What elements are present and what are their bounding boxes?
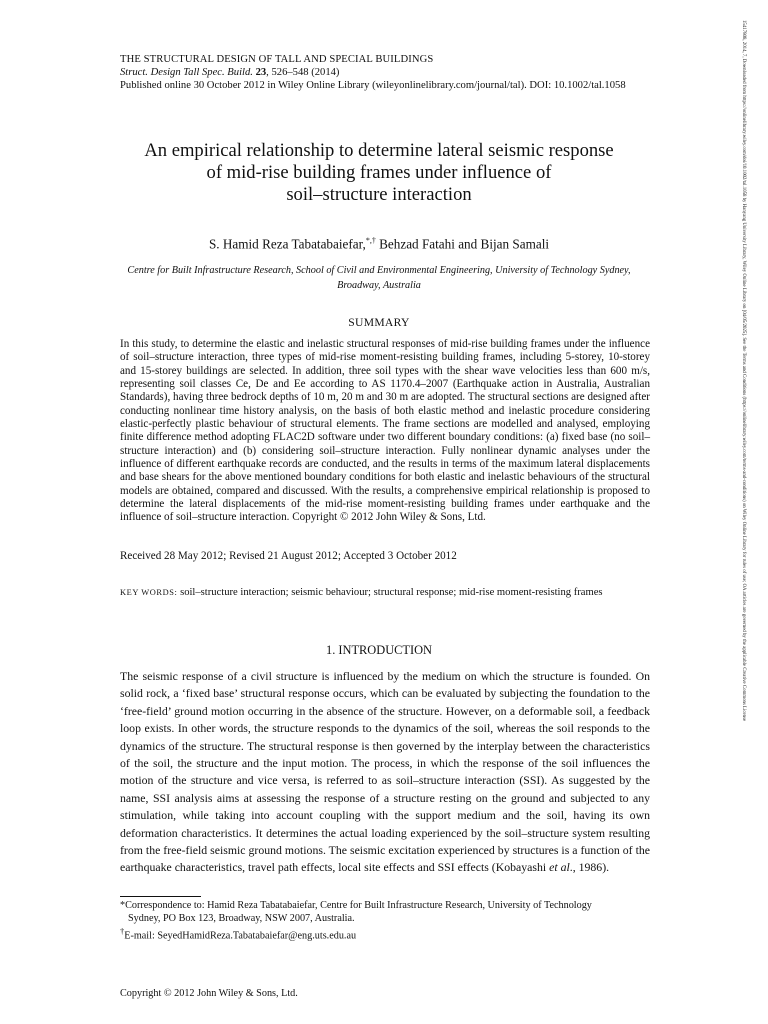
footnote-correspondence-1: *Correspondence to: Hamid Reza Tabatabaiefar, Centre for Built Infrastructure Research, University of Technology	[120, 900, 592, 911]
journal-citation	[120, 66, 680, 79]
author-others: Behzad Fatahi and Bijan Samali	[375, 236, 550, 252]
author-marks: *,†	[365, 236, 376, 245]
title-line-3: soil–structure interaction	[286, 184, 472, 205]
download-side-note-text: 15417808, 2014, 7, Downloaded from https://onlinelibrary.wiley.com/doi/10.1002/tal.1058 by Hanyang University Library, Wiley Online Library on [04/05/2025]. See the Terms and Conditions (https://onlinelibrary.wiley.com/terms-and-conditions) on Wiley Online Library for rules of use; OA articles are governed by the applicable Creative Commons License	[741, 20, 746, 722]
citation-end: ., 1986).	[569, 860, 610, 875]
journal-published: Published online 30 October 2012 in Wiley Online Library (wileyonlinelibrary.com/journal/tal). DOI: 10.1002/tal.1058	[120, 80, 626, 91]
download-side-note	[741, 20, 761, 1020]
author-first: S. Hamid Reza Tabatabaiefar,	[208, 236, 366, 252]
affiliation: Centre for Built Infrastructure Research, School of Civil and Environmental Engineering, University of Technology Sydney, Broadway, Australia	[127, 265, 631, 291]
journal-pages: , 526–548 (2014)	[266, 67, 340, 78]
copyright-footer: Copyright © 2012 John Wiley & Sons, Ltd.	[120, 988, 298, 999]
footnote-email-text: E-mail: SeyedHamidReza.Tabatabaiefar@eng.uts.edu.au	[124, 930, 357, 942]
keywords-label: KEY WORDS:	[120, 588, 178, 597]
section-heading-introduction: 1. INTRODUCTION	[326, 643, 432, 657]
footnotes	[120, 900, 650, 943]
keywords	[120, 587, 650, 598]
footnote-email	[120, 925, 650, 943]
author-list	[110, 233, 648, 252]
journal-name: THE STRUCTURAL DESIGN OF TALL AND SPECIAL BUILDINGS	[120, 54, 434, 65]
introduction-body: The seismic response of a civil structure is influenced by the medium on which the structure is founded. On solid rock, a ‘fixed base’ structural response occurs, which can be evaluated by subjecting the foundation to the ‘free-field’ ground motion occurring in the absence of the structure. However, on a deformable soil, a feedback loop exists. In other words, the structure responds to the dynamics of the soil, whereas the soil responds to the dynamics of the structure. The structural response is then governed by the interplay between the characteristics of the soil, the structure and the input motion. The process, in which the response of the soil influences the motion of the structure and vice versa, is referred to as soil–structure interaction (SSI). As suggested by the name, SSI analysis aims at assessing the response of a structure resting on the ground and subjected to any stimulation, while taking into account coupling with the support medium and the soil, having its own deformation characteristics. It determines the actual loading experienced by the soil–structure system resulting from the free-field seismic ground motions. The seismic excitation experienced by structures is a function of the earthquake characteristics, travel path effects, local site effects and SSI effects (Kobayashi	[120, 669, 650, 875]
keywords-text: soil–structure interaction; seismic behaviour; structural response; mid-rise moment-resisting frames	[177, 587, 603, 598]
title-line-2: of mid-rise building frames under influence of	[206, 162, 552, 183]
paper-title	[110, 140, 648, 206]
journal-volume: 23	[255, 67, 267, 78]
footnote-correspondence-2: Sydney, PO Box 123, Broadway, NSW 2007, Australia.	[128, 912, 355, 924]
received-dates: Received 28 May 2012; Revised 21 August 2012; Accepted 3 October 2012	[120, 550, 457, 562]
journal-header	[120, 53, 680, 92]
footnote-email-mark: †	[120, 926, 125, 937]
footnote-rule	[120, 896, 201, 897]
citation-et-al: et al	[549, 860, 570, 875]
introduction-text	[120, 668, 650, 877]
title-line-1: An empirical relationship to determine lateral seismic response	[144, 140, 614, 161]
journal-abbrev: Struct. Design Tall Spec. Build.	[120, 67, 253, 78]
summary-text: In this study, to determine the elastic and inelastic structural responses of mid-rise building frames under the influence of soil–structure interaction, three types of mid-rise moment-resisting building frames, including 5-storey, 10-storey and 15-storey buildings are selected. In addition, three soil types with the shear wave velocities less than 600 m/s, representing soil classes Ce, De and Ee according to AS 1170.4–2007 (Earthquake action in Australia, Australian Standards), having three bedrock depths of 10 m, 20 m and 30 m are adopted. The structural sections are designed after conducting nonlinear time history analysis, on the basis of both elastic method and inelastic procedure considering elastic-perfectly plastic behaviour of structural elements. The frame sections are modelled and analysed, employing finite difference method adopting FLAC2D software under two different boundary conditions: (a) fixed base (no soil–structure interaction) and (b) considering soil–structure interaction. Fully nonlinear dynamic analyses under the influence of different earthquake records are conducted, and the results in terms of the maximum lateral displacements and base shears for the above mentioned boundary conditions for both elastic and inelastic behaviours of the structural models are obtained, compared and discussed. With the results, a comprehensive empirical relationship is proposed to determine the lateral displacements of the mid-rise moment-resisting building frames under earthquake and the influence of soil–structure interaction. Copyright © 2012 John Wiley & Sons, Ltd.	[120, 338, 650, 524]
summary-heading: SUMMARY	[348, 316, 410, 329]
